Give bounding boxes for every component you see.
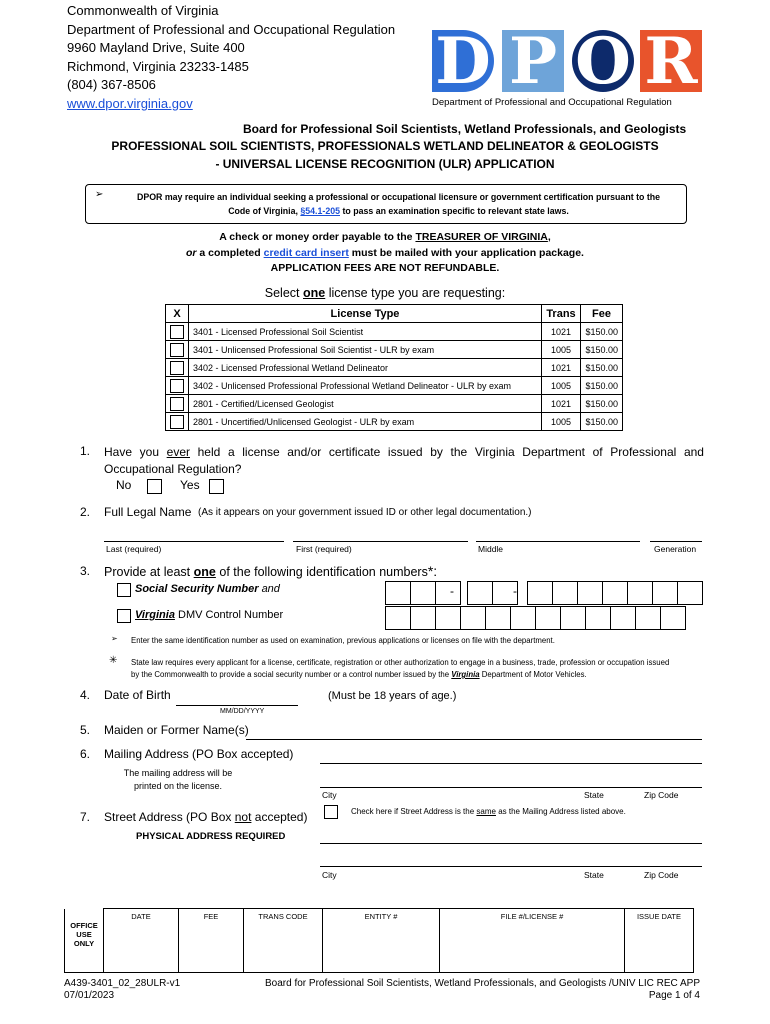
license-fee: $150.00: [581, 341, 623, 359]
ssn-dash1: -: [450, 584, 454, 598]
mailing-note1: The mailing address will be: [123, 768, 233, 778]
license-trans: 1005: [542, 413, 581, 431]
mailing-city-label: City: [322, 790, 337, 800]
q2-label: Full Legal Name: [104, 505, 192, 519]
street-address-field[interactable]: [320, 843, 702, 844]
last-name-field[interactable]: [104, 541, 284, 542]
dmv-label-text: DMV Control Number: [178, 609, 284, 621]
license-trans: 1005: [542, 341, 581, 359]
license-type: 3401 - Licensed Professional Soil Scientist: [189, 323, 542, 341]
q5-number: 5.: [80, 723, 91, 737]
license-checkbox[interactable]: [170, 325, 184, 339]
office-label3: ONLY: [73, 938, 95, 948]
license-trans: 1005: [542, 377, 581, 395]
q1-yes-checkbox[interactable]: [209, 479, 224, 494]
ssn-dash2: -: [513, 584, 517, 598]
license-row[interactable]: [166, 323, 623, 341]
q3-note2d: Department of Motor Vehicles.: [481, 670, 587, 679]
ssn-label-text: Social Security Number: [135, 583, 259, 595]
q6-label: Mailing Address (PO Box accepted): [104, 747, 294, 761]
q3-note2b: by the Commonwealth to provide a social security number or a control number issued by the: [131, 670, 450, 679]
q1-text-c: held a license and/or certificate issued by the Virginia Department of Professional and Occupational: [104, 445, 704, 476]
first-label: First (required): [296, 544, 352, 554]
asterisk-bullet-icon: ✳: [109, 655, 118, 666]
same-address-checkbox[interactable]: [324, 805, 338, 819]
org-line2: Department of Professional and Occupational Regulation: [67, 21, 396, 37]
dmv-checkbox[interactable]: [117, 609, 131, 623]
dob-format: MM/DD/YYYY: [220, 708, 265, 715]
q2-number: 2.: [80, 505, 91, 519]
payment-comma: ,: [547, 231, 551, 243]
payment-line1a: A check or money order payable to the: [219, 231, 413, 243]
license-row[interactable]: [166, 395, 623, 413]
license-fee: $150.00: [581, 395, 623, 413]
dpor-logo: [432, 24, 702, 112]
footer-board: Board for Professional Soil Scientists, Wetland Professionals, and Geologists /UNIV LIC REC APP: [264, 978, 700, 989]
arrow-bullet-icon: ➢: [111, 634, 118, 643]
prompt-one: one: [303, 286, 326, 300]
prompt-select: Select: [264, 286, 300, 300]
office-file-license-cell: FILE #/LICENSE #: [440, 909, 625, 973]
q1-text-ever: ever: [166, 445, 190, 459]
dob-note: (Must be 18 years of age.): [328, 690, 457, 702]
q6-number: 6.: [80, 747, 91, 761]
col-license-type: License Type: [189, 305, 542, 323]
col-fee: Fee: [581, 305, 623, 323]
logo-letter-d: D: [435, 24, 491, 99]
ssn-part3-boxes[interactable]: [528, 581, 703, 605]
q3-note2: [131, 657, 669, 681]
ssn-checkbox[interactable]: [117, 583, 131, 597]
office-trans-code-cell: TRANS CODE: [244, 909, 323, 973]
address-line2: Richmond, Virginia 23233-1485: [67, 58, 249, 74]
logo-letter-r: R: [644, 24, 698, 99]
license-checkbox[interactable]: [170, 361, 184, 375]
license-checkbox-cell[interactable]: [166, 341, 189, 359]
generation-field[interactable]: [650, 541, 702, 542]
q3-note1: Enter the same identification number as used on examination, previous applications or licenses on file with the department.: [131, 636, 555, 645]
license-checkbox-cell[interactable]: [166, 413, 189, 431]
q1-no-checkbox[interactable]: [147, 479, 162, 494]
license-checkbox-cell[interactable]: [166, 377, 189, 395]
license-type: 3401 - Unlicensed Professional Soil Scientist - ULR by exam: [189, 341, 542, 359]
license-row[interactable]: [166, 377, 623, 395]
license-fee: $150.00: [581, 377, 623, 395]
license-type: 3402 - Unlicensed Professional Professional Wetland Delineator - ULR by exam: [189, 377, 542, 395]
payment-line2b: a completed: [199, 246, 261, 259]
mailing-note2: printed on the license.: [133, 781, 223, 791]
form-title-line1: PROFESSIONAL SOIL SCIENTISTS, PROFESSIONALS WETLAND DELINEATOR & GEOLOGISTS: [111, 139, 659, 153]
license-row[interactable]: [166, 341, 623, 359]
q7-label-not: not: [234, 810, 252, 824]
license-checkbox[interactable]: [170, 397, 184, 411]
same-address-label: [351, 807, 626, 816]
license-checkbox[interactable]: [170, 379, 184, 393]
footer-date: 07/01/2023: [64, 990, 115, 1001]
office-fee-cell: FEE: [179, 909, 244, 973]
license-checkbox-cell[interactable]: [166, 323, 189, 341]
license-checkbox[interactable]: [170, 415, 184, 429]
q3-note2a: State law requires every applicant for a license, certificate, registration or other authorization to engage in a business, trade, profession or occupation issued: [131, 658, 670, 667]
license-checkbox-cell[interactable]: [166, 359, 189, 377]
office-issue-date-cell: ISSUE DATE: [625, 909, 694, 973]
q3-asterisk: *:: [427, 563, 438, 579]
col-trans: Trans: [542, 305, 581, 323]
q3-number: 3.: [80, 564, 91, 578]
office-use-label: [65, 909, 104, 973]
ssn-and: and: [261, 583, 280, 595]
q3-text: [104, 563, 437, 579]
office-use-table: [64, 908, 694, 973]
license-type: 2801 - Uncertified/Unlicensed Geologist - ULR by exam: [189, 413, 542, 431]
header-address-block: [67, 2, 395, 113]
mailing-zip-label: Zip Code: [644, 790, 679, 800]
same-address-text-a: Check here if Street Address is the: [351, 807, 475, 816]
q3-text-a: Provide at least: [104, 565, 191, 579]
q7-number: 7.: [80, 810, 91, 824]
same-address-text-c: as the Mailing Address listed above.: [498, 807, 626, 816]
payment-line3: APPLICATION FEES ARE NOT REFUNDABLE.: [270, 262, 500, 274]
office-date-cell: DATE: [104, 909, 179, 973]
payment-line2c: must be mailed with your application package.: [351, 246, 584, 259]
office-label2: USE: [76, 929, 92, 939]
license-fee: $150.00: [581, 359, 623, 377]
form-title-line2: - UNIVERSAL LICENSE RECOGNITION (ULR) APPLICATION: [215, 157, 555, 171]
q5-label: Maiden or Former Name(s): [104, 723, 249, 737]
physical-address-required: PHYSICAL ADDRESS REQUIRED: [136, 831, 286, 842]
notice-box: [85, 184, 687, 224]
logo-letter-o: O: [575, 24, 631, 99]
q1-text-a: Have you: [104, 445, 159, 459]
arrow-bullet-icon: ➢: [95, 189, 104, 200]
payment-or: or: [186, 246, 197, 259]
q3-note2-virginia: Virginia: [451, 670, 480, 679]
footer-right: [265, 978, 700, 1002]
footer-left: [64, 978, 180, 1002]
q2-note: (As it appears on your government issued ID or other legal documentation.): [198, 507, 532, 518]
logo-letter-p: P: [508, 24, 558, 99]
mailing-city-field[interactable]: [320, 787, 702, 788]
license-table: [165, 304, 623, 431]
street-city-label: City: [322, 870, 337, 880]
ssn-part2-boxes[interactable]: [468, 581, 518, 605]
license-trans: 1021: [542, 323, 581, 341]
former-name-field[interactable]: [246, 739, 702, 740]
notice-text-b: Code of Virginia,: [228, 206, 298, 216]
payment-treasurer: TREASURER OF VIRGINIA: [415, 231, 548, 243]
street-city-field[interactable]: [320, 866, 702, 867]
prompt-rest: license type you are requesting:: [328, 286, 506, 300]
last-label: Last (required): [106, 544, 162, 554]
logo-caption: Department of Professional and Occupational Regulation: [432, 97, 672, 108]
board-title: Board for Professional Soil Scientists, Wetland Professionals, and Geologists: [243, 122, 687, 136]
q7-label-a: Street Address (PO Box: [104, 810, 232, 824]
payment-block: [100, 230, 670, 277]
footer-form-id: A439-3401_02_28ULR-v1: [64, 978, 181, 989]
q1-text-d: Regulation?: [177, 462, 242, 476]
q1-text: [104, 444, 704, 478]
license-trans: 1021: [542, 359, 581, 377]
license-type: 3402 - Licensed Professional Wetland Delineator: [189, 359, 542, 377]
middle-name-field[interactable]: [476, 541, 640, 542]
org-line1: Commonwealth of Virginia: [67, 3, 219, 18]
street-zip-label: Zip Code: [644, 870, 679, 880]
q3-text-c: of the following identification numbers: [219, 565, 428, 579]
mailing-note: [120, 767, 236, 793]
q4-label: Date of Birth: [104, 688, 171, 702]
q4-number: 4.: [80, 688, 91, 702]
middle-label: Middle: [478, 544, 504, 554]
dmv-virginia: Virginia: [135, 609, 175, 621]
footer-page: Page 1 of 4: [648, 990, 700, 1001]
same-address-same: same: [476, 807, 496, 816]
ssn-label: [135, 583, 280, 595]
mailing-state-label: State: [584, 790, 604, 800]
notice-text-a: DPOR may require an individual seeking a professional or occupational licensure or government certification pursuant to the: [136, 192, 661, 202]
dmv-label: [135, 609, 283, 621]
notice-text-c: to pass an examination specific to relevant state laws.: [342, 206, 569, 216]
credit-card-insert-link[interactable]: credit card insert: [263, 246, 349, 259]
license-trans: 1021: [542, 395, 581, 413]
street-state-label: State: [584, 870, 604, 880]
address-line1: 9960 Mayland Drive, Suite 400: [67, 40, 245, 55]
first-name-field[interactable]: [293, 541, 468, 542]
q1-number: 1.: [80, 444, 91, 458]
q7-label: [104, 810, 307, 824]
office-label1: OFFICE: [70, 920, 98, 930]
generation-label: Generation: [654, 544, 697, 554]
website-link[interactable]: www.dpor.virginia.gov: [67, 95, 193, 111]
dob-field[interactable]: [176, 705, 298, 706]
phone: (804) 367-8506: [67, 77, 156, 92]
col-x: X: [166, 305, 189, 323]
license-checkbox-cell[interactable]: [166, 395, 189, 413]
license-fee: $150.00: [581, 323, 623, 341]
license-type: 2801 - Certified/Licensed Geologist: [189, 395, 542, 413]
license-row[interactable]: [166, 359, 623, 377]
mailing-street-field[interactable]: [320, 763, 702, 764]
q7-label-c: accepted): [254, 810, 308, 824]
dmv-number-boxes[interactable]: [386, 606, 686, 630]
q3-text-one: one: [193, 565, 216, 579]
office-entity-cell: ENTITY #: [323, 909, 440, 973]
license-checkbox[interactable]: [170, 343, 184, 357]
license-fee: $150.00: [581, 413, 623, 431]
code-link[interactable]: §54.1-205: [300, 206, 340, 216]
q1-no-label: No: [116, 478, 132, 492]
license-row[interactable]: [166, 413, 623, 431]
q1-yes-label: Yes: [180, 478, 200, 492]
license-prompt: [0, 286, 770, 300]
